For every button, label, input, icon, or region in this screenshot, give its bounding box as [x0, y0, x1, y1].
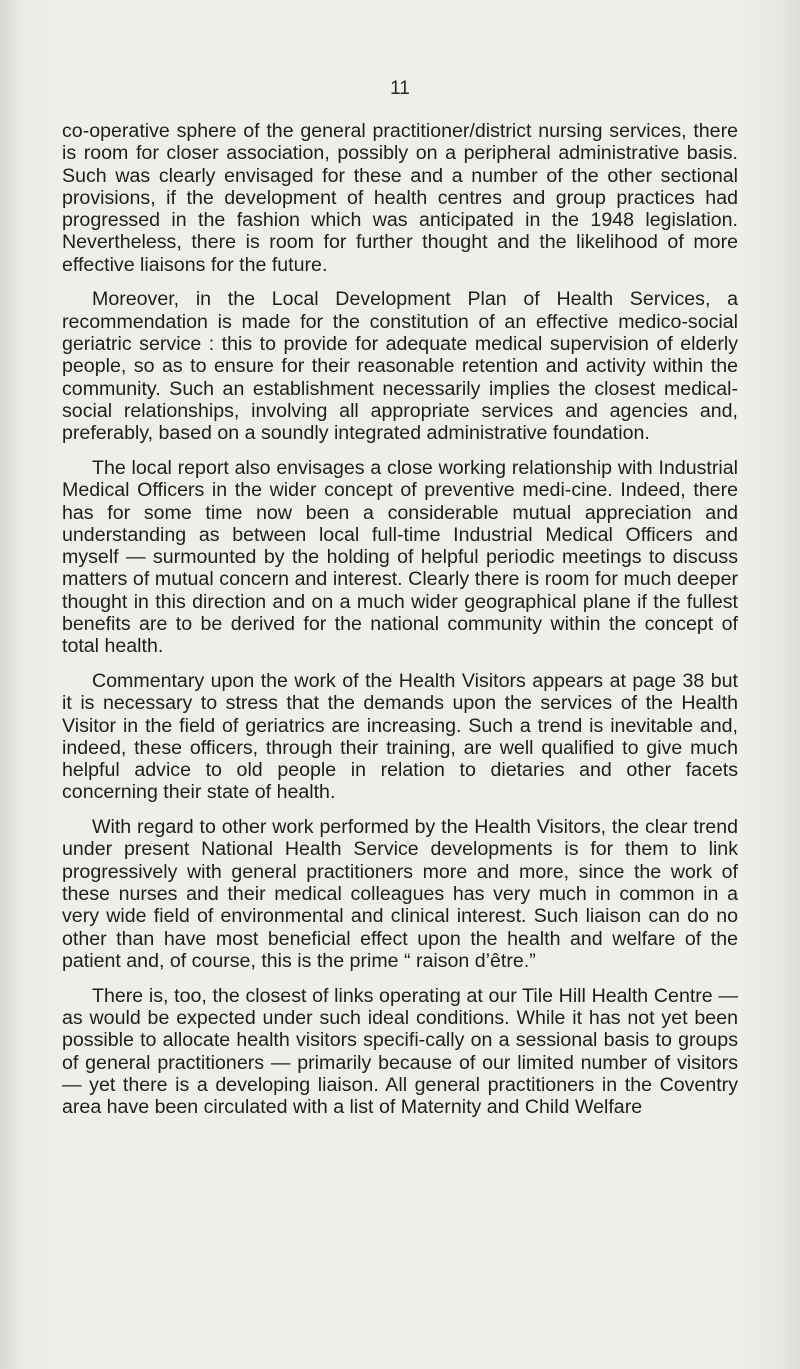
paragraph-industrial-medical-officers: The local report also envisages a close working relationship with Industrial Medical Officers in the wider concept of preventive medi-cine. Indeed, there has for some time now been a considerable mutual appreciation and understanding as between local full-time Industrial Medical Officers and myself — surmounted by the holding of helpful periodic meetings to discuss matters of mutual concern and interest. Clearly there is room for much deeper thought in this direction and on a much wider geographical plane if the fullest benefits are to be derived for the national community within the concept of total health. [62, 456, 738, 658]
paragraph-tile-hill-health-centre: There is, too, the closest of links operating at our Tile Hill Health Centre — as would be expected under such ideal conditions. While it has not yet been possible to allocate health visitors specifi-cally on a sessional basis to groups of general practitioners — primarily because of our limited number of visitors — yet there is a developing liaison. All general practitioners in the Coventry area have been circulated with a list of Maternity and Child Welfare [62, 984, 738, 1119]
page-number: 11 [390, 78, 410, 99]
paragraph-health-visitors-general-practitioners: With regard to other work performed by the Health Visitors, the clear trend under present National Health Service developments is for them to link progressively with general practitioners more and more, since the work of these nurses and their medical colleagues has very much in common in a very wide field of environmental and clinical interest. Such liaison can do no other than have most beneficial effect upon the health and welfare of the patient and, of course, this is the prime “ raison d’être.” [62, 816, 738, 972]
paragraph-health-visitors-geriatrics: Commentary upon the work of the Health Visitors appears at page 38 but it is necessary to stress that the demands upon the services of the Health Visitor in the field of geriatrics are increasing. Such a trend is inevitable and, indeed, these officers, through their training, are well qualified to give much helpful advice to old people in relation to dietaries and other facets concerning their state of health. [62, 670, 738, 804]
body-text [62, 120, 738, 1131]
paragraph-geriatric-service: Moreover, in the Local Development Plan of Health Services, a recommendation is made for the constitution of an effective medico-social geriatric service : this to provide for adequate medical supervision of elderly people, so as to ensure for their reasonable retention and activity within the community. Such an establishment necessarily implies the closest medical-social relationships, involving all appropriate services and agencies and, preferably, based on a soundly integrated administrative foundation. [62, 288, 738, 445]
paragraph-continuation: co-operative sphere of the general practitioner/district nursing services, there is room for closer association, possibly on a peripheral administrative basis. Such was clearly envisaged for these and a number of the other sectional provisions, if the development of health centres and group practices had progressed in the fashion which was anticipated in the 1948 legislation. Nevertheless, there is room for further thought and the likelihood of more effective liaisons for the future. [62, 120, 738, 276]
